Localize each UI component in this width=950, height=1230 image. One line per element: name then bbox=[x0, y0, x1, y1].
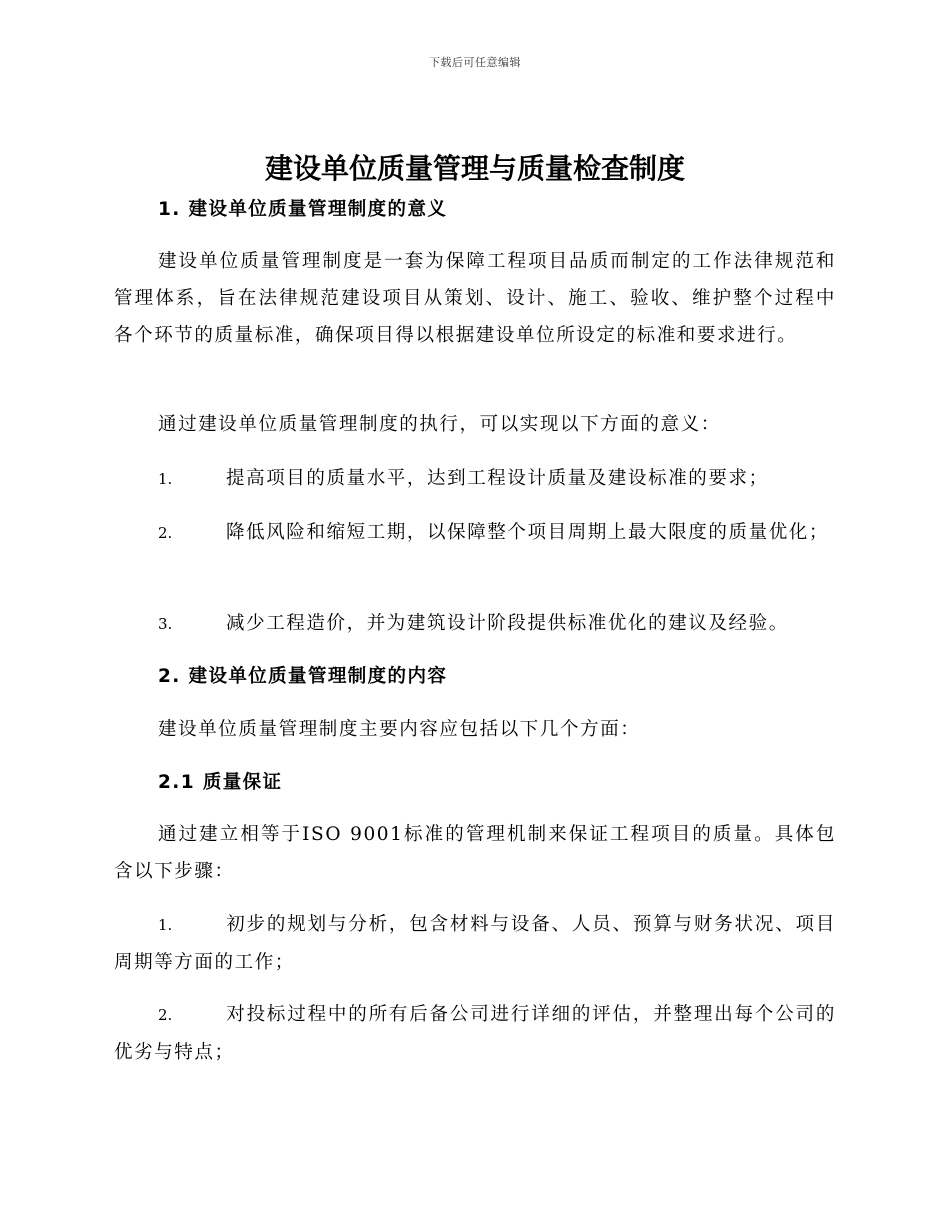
page-header: 下载后可任意编辑 bbox=[429, 56, 521, 69]
subsection-2-1-intro: 通过建立相等于ISO 9001标准的管理机制来保证工程项目的质量。具体包含以下步骤： bbox=[114, 824, 836, 882]
list-item bbox=[114, 460, 836, 498]
list-item-text: 对投标过程中的所有后备公司进行详细的评估，并整理出每个公司的优劣与特点； bbox=[114, 1004, 836, 1063]
list-item bbox=[114, 996, 836, 1071]
list-item-text: 提高项目的质量水平，达到工程设计质量及建设标准的要求； bbox=[226, 468, 769, 489]
section-1-heading: 1. 建设单位质量管理制度的意义 bbox=[158, 199, 448, 220]
list-item bbox=[114, 514, 836, 552]
list-item-number: 3. bbox=[158, 615, 173, 633]
list-item-text: 减少工程造价，并为建筑设计阶段提供标准优化的建议及经验。 bbox=[226, 613, 789, 634]
section-2-lead: 建设单位质量管理制度主要内容应包括以下几个方面： bbox=[158, 719, 641, 740]
list-item-number: 1. bbox=[158, 470, 173, 488]
list-item-number: 2. bbox=[158, 1006, 173, 1024]
list-item-number: 1. bbox=[158, 916, 173, 934]
list-item-number: 2. bbox=[158, 524, 173, 542]
section-2-heading: 2. 建设单位质量管理制度的内容 bbox=[158, 666, 448, 687]
section-1-lead: 通过建设单位质量管理制度的执行，可以实现以下方面的意义： bbox=[158, 414, 721, 435]
section-1-intro: 建设单位质量管理制度是一套为保障工程项目品质而制定的工作法律规范和管理体系，旨在法律规范建设项目从策划、设计、施工、验收、维护整个过程中各个环节的质量标准，确保项目得以根据建设单位所设定的标准和要求进行。 bbox=[114, 251, 836, 346]
list-item-text: 降低风险和缩短工期，以保障整个项目周期上最大限度的质量优化； bbox=[226, 522, 830, 543]
list-item bbox=[114, 605, 836, 643]
list-item bbox=[114, 906, 836, 981]
subsection-2-1-heading: 2.1 质量保证 bbox=[158, 772, 283, 793]
document-title: 建设单位质量管理与质量检查制度 bbox=[264, 152, 685, 185]
list-item-text: 初步的规划与分析，包含材料与设备、人员、预算与财务状况、项目周期等方面的工作； bbox=[114, 914, 836, 973]
